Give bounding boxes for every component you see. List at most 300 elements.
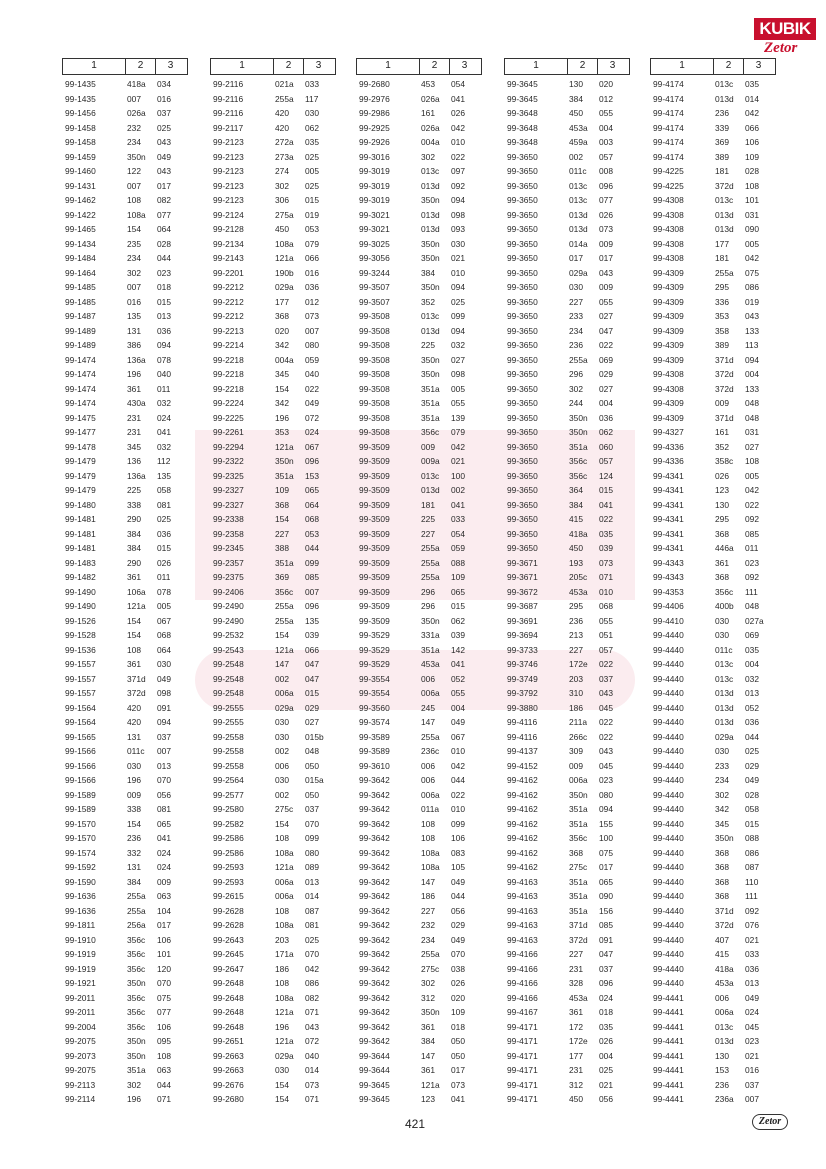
table-row	[62, 846, 188, 861]
position-cell: 065	[599, 876, 613, 887]
page-ref-cell: 350n	[569, 412, 588, 423]
table-row	[504, 150, 630, 165]
part-number-cell: 99-4440	[653, 905, 684, 916]
part-number-cell: 99-2586	[213, 847, 244, 858]
position-cell: 067	[305, 441, 319, 452]
position-cell: 070	[305, 949, 319, 959]
position-cell: 018	[157, 282, 171, 292]
position-cell: 086	[305, 978, 319, 988]
page-ref-cell: 244	[569, 398, 583, 408]
table-row	[650, 295, 776, 310]
position-cell: 044	[745, 731, 759, 742]
page-ref-cell: 030	[275, 717, 289, 727]
position-cell: 051	[599, 630, 613, 640]
page-ref-cell: 030	[569, 282, 583, 292]
part-number-cell: 99-3650	[507, 412, 538, 423]
table-row	[650, 759, 776, 774]
page-ref-cell: 006a	[275, 876, 294, 887]
table-row	[356, 657, 482, 672]
page-ref-cell: 310	[569, 688, 583, 698]
table-row	[356, 164, 482, 179]
page-ref-cell: 196	[127, 1094, 141, 1104]
part-number-cell: 99-2073	[65, 1050, 96, 1061]
table-row	[356, 1005, 482, 1020]
table-row	[650, 324, 776, 339]
position-cell: 045	[745, 1021, 759, 1032]
table-row	[62, 947, 188, 962]
position-cell: 048	[745, 398, 759, 408]
position-cell: 024	[157, 412, 171, 423]
page-ref-cell: 020	[275, 325, 289, 336]
table-row	[210, 150, 336, 165]
position-cell: 026	[451, 108, 465, 118]
position-cell: 096	[305, 601, 319, 611]
part-number-cell: 99-2663	[213, 1050, 244, 1061]
position-cell: 080	[305, 847, 319, 858]
table-row	[62, 614, 188, 629]
page-ref-cell: 356c	[715, 586, 734, 597]
position-cell: 057	[599, 644, 613, 655]
table-row	[210, 1092, 336, 1107]
table-row	[650, 556, 776, 571]
page-ref-cell: 030	[275, 775, 289, 785]
position-cell: 031	[745, 427, 759, 437]
position-cell: 091	[157, 702, 171, 713]
page-ref-cell: 121a	[275, 1036, 294, 1046]
page-ref-cell: 231	[569, 963, 583, 974]
table-row	[210, 483, 336, 498]
page-ref-cell: 161	[715, 427, 729, 437]
page-ref-cell: 302	[127, 1079, 141, 1090]
table-row	[356, 469, 482, 484]
position-cell: 011	[745, 543, 759, 553]
position-cell: 109	[451, 1007, 465, 1017]
part-number-cell: 99-3650	[507, 543, 538, 553]
page-ref-cell: 108	[275, 833, 289, 843]
position-cell: 032	[451, 340, 465, 350]
position-cell: 043	[599, 267, 613, 278]
page-ref-cell: 389	[715, 340, 729, 350]
page-ref-cell: 296	[569, 369, 583, 379]
page-ref-cell: 236	[715, 1079, 729, 1090]
page-ref-cell: 029a	[569, 267, 588, 278]
page-ref-cell: 371d	[715, 412, 734, 423]
position-cell: 067	[157, 615, 171, 626]
position-cell: 101	[157, 949, 171, 959]
table-row	[504, 382, 630, 397]
table-row	[650, 918, 776, 933]
position-cell: 070	[157, 775, 171, 785]
page-ref-cell: 350n	[421, 1007, 440, 1017]
part-number-cell: 99-1919	[65, 949, 96, 959]
page-ref-cell: 384	[127, 543, 141, 553]
page-ref-cell: 196	[275, 1021, 289, 1032]
page-ref-cell: 372d	[715, 383, 734, 394]
position-cell: 025	[157, 514, 171, 524]
part-number-cell: 99-4163	[507, 891, 538, 901]
part-number-cell: 99-2648	[213, 1007, 244, 1017]
page-ref-cell: 255a	[421, 543, 440, 553]
table-row	[62, 135, 188, 150]
position-cell: 040	[157, 369, 171, 379]
column-header-label: 1	[385, 60, 391, 71]
page-ref-cell: 147	[421, 1050, 435, 1061]
table-row	[356, 77, 482, 92]
page-ref-cell: 459a	[569, 137, 588, 147]
table-row	[356, 933, 482, 948]
position-cell: 055	[599, 615, 613, 626]
part-number-cell: 99-4308	[653, 369, 684, 379]
part-number-cell: 99-3650	[507, 514, 538, 524]
part-number-cell: 99-2116	[213, 93, 244, 104]
position-cell: 070	[451, 949, 465, 959]
part-number-cell: 99-4441	[653, 1036, 684, 1046]
part-number-cell: 99-3642	[359, 876, 390, 887]
table-row	[356, 280, 482, 295]
table-row	[210, 295, 336, 310]
table-row	[356, 672, 482, 687]
position-cell: 035	[745, 644, 759, 655]
part-number-cell: 99-3508	[359, 340, 390, 350]
part-number-cell: 99-4440	[653, 659, 684, 669]
page-ref-cell: 350n	[715, 833, 734, 843]
page-ref-cell: 350n	[275, 456, 294, 466]
position-cell: 017	[451, 1065, 465, 1075]
table-row	[356, 730, 482, 745]
part-number-cell: 99-3645	[359, 1094, 390, 1104]
position-cell: 073	[305, 1079, 319, 1090]
page-ref-cell: 154	[127, 818, 141, 829]
table-row	[62, 686, 188, 701]
page-ref-cell: 350n	[127, 1050, 146, 1061]
part-number-cell: 99-1478	[65, 441, 96, 452]
position-cell: 027a	[745, 615, 764, 626]
part-number-cell: 99-3509	[359, 557, 390, 568]
page-ref-cell: 231	[127, 412, 141, 423]
position-cell: 033	[745, 949, 759, 959]
page-ref-cell: 371d	[715, 354, 734, 365]
table-row	[504, 1020, 630, 1035]
table-row	[650, 266, 776, 281]
position-cell: 133	[745, 325, 759, 336]
part-number-cell: 99-1557	[65, 659, 96, 669]
position-cell: 021	[451, 253, 465, 263]
table-row	[650, 222, 776, 237]
column-header-label: 2	[273, 59, 303, 74]
position-cell: 022	[599, 731, 613, 742]
page-ref-cell: 004a	[421, 137, 440, 147]
position-cell: 109	[745, 151, 759, 162]
page-ref-cell: 147	[275, 659, 289, 669]
part-number-cell: 99-4440	[653, 876, 684, 887]
table-row	[62, 483, 188, 498]
page-ref-cell: 123	[715, 485, 729, 495]
position-cell: 036	[157, 528, 171, 539]
position-cell: 036	[745, 717, 759, 727]
position-cell: 056	[157, 789, 171, 800]
position-cell: 028	[745, 166, 759, 176]
position-cell: 007	[157, 746, 171, 756]
page-ref-cell: 006a	[275, 688, 294, 698]
table-row	[210, 715, 336, 730]
page-ref-cell: 372d	[715, 920, 734, 930]
page-ref-cell: 130	[715, 1050, 729, 1061]
position-cell: 108	[745, 456, 759, 466]
table-row	[210, 251, 336, 266]
page-ref-cell: 108a	[421, 847, 440, 858]
page-ref-cell: 358	[715, 325, 729, 336]
position-cell: 042	[745, 253, 759, 263]
page-ref-cell: 026	[715, 470, 729, 481]
part-number-cell: 99-2555	[213, 702, 244, 713]
table-row	[356, 744, 482, 759]
part-number-cell: 99-3650	[507, 238, 538, 249]
page-ref-cell: 350n	[127, 151, 146, 162]
table-row	[210, 1020, 336, 1035]
position-cell: 039	[305, 630, 319, 640]
part-number-cell: 99-3645	[359, 1079, 390, 1090]
position-cell: 110	[745, 876, 759, 887]
column-header-label: 3	[303, 59, 333, 74]
position-cell: 092	[451, 180, 465, 191]
page-ref-cell: 275c	[275, 804, 294, 814]
table-row	[210, 860, 336, 875]
page-ref-cell: 302	[421, 151, 435, 162]
page-ref-cell: 353	[715, 311, 729, 321]
position-cell: 004	[745, 369, 759, 379]
table-row	[62, 541, 188, 556]
part-number-cell: 99-4336	[653, 456, 684, 466]
table-row	[650, 483, 776, 498]
position-cell: 109	[451, 572, 465, 582]
part-number-cell: 99-3610	[359, 760, 390, 771]
position-cell: 023	[599, 775, 613, 785]
page-ref-cell: 013c	[715, 1021, 734, 1032]
position-cell: 094	[745, 354, 759, 365]
position-cell: 094	[451, 195, 465, 205]
part-number-cell: 99-4162	[507, 862, 538, 872]
position-cell: 036	[745, 963, 759, 974]
part-number-cell: 99-3508	[359, 412, 390, 423]
position-cell: 155	[599, 818, 613, 829]
part-number-cell: 99-1921	[65, 978, 96, 988]
table-row	[62, 759, 188, 774]
page-ref-cell: 013c	[421, 470, 440, 481]
page-ref-cell: 177	[715, 238, 729, 249]
table-row	[504, 425, 630, 440]
page-ref-cell: 371d	[127, 673, 146, 684]
position-cell: 042	[451, 760, 465, 771]
position-cell: 096	[305, 456, 319, 466]
table-row	[356, 759, 482, 774]
table-row	[504, 962, 630, 977]
page-ref-cell: 006a	[421, 688, 440, 698]
position-cell: 088	[745, 833, 759, 843]
page-ref-cell: 108	[127, 644, 141, 655]
page-ref-cell: 009	[715, 398, 729, 408]
table-row	[356, 1078, 482, 1093]
column-header	[504, 58, 630, 75]
position-cell: 042	[451, 122, 465, 133]
part-number-cell: 99-4309	[653, 267, 684, 278]
position-cell: 027	[599, 311, 613, 321]
table-column-block	[650, 58, 776, 1107]
table-row	[210, 425, 336, 440]
part-number-cell: 99-2213	[213, 325, 244, 336]
part-number-cell: 99-3650	[507, 224, 538, 234]
page-ref-cell: 147	[421, 876, 435, 887]
table-row	[650, 643, 776, 658]
position-cell: 094	[451, 282, 465, 292]
part-number-cell: 99-1474	[65, 354, 96, 365]
table-row	[504, 773, 630, 788]
part-number-cell: 99-2224	[213, 398, 244, 408]
page-ref-cell: 345	[715, 818, 729, 829]
part-number-cell: 99-3642	[359, 847, 390, 858]
part-number-cell: 99-1489	[65, 340, 96, 350]
table-row	[210, 1049, 336, 1064]
position-cell: 049	[451, 717, 465, 727]
table-row	[356, 367, 482, 382]
table-row	[504, 701, 630, 716]
part-number-cell: 99-3509	[359, 528, 390, 539]
position-cell: 010	[451, 137, 465, 147]
table-row	[504, 440, 630, 455]
page-ref-cell: 108a	[275, 847, 294, 858]
table-row	[356, 643, 482, 658]
part-number-cell: 99-4171	[507, 1050, 538, 1061]
part-number-cell: 99-4341	[653, 543, 684, 553]
table-row	[62, 280, 188, 295]
position-cell: 010	[451, 804, 465, 814]
position-cell: 052	[451, 673, 465, 684]
page-ref-cell: 361	[715, 557, 729, 568]
page-ref-cell: 356c	[421, 427, 440, 437]
part-number-cell: 99-2212	[213, 282, 244, 292]
part-number-cell: 99-3650	[507, 398, 538, 408]
part-number-cell: 99-2375	[213, 572, 244, 582]
part-number-cell: 99-4167	[507, 1007, 538, 1017]
page-ref-cell: 007	[127, 180, 141, 191]
part-number-cell: 99-1422	[65, 209, 96, 220]
position-cell: 023	[157, 267, 171, 278]
table-row	[356, 614, 482, 629]
page-ref-cell: 122	[127, 166, 141, 176]
table-row	[210, 1078, 336, 1093]
part-number-cell: 99-1592	[65, 862, 96, 872]
page-ref-cell: 256a	[127, 920, 146, 930]
position-cell: 027	[599, 383, 613, 394]
part-number-cell: 99-1490	[65, 586, 96, 597]
table-row	[62, 237, 188, 252]
column-header	[62, 58, 188, 75]
table-row	[650, 817, 776, 832]
table-row	[650, 744, 776, 759]
part-number-cell: 99-4327	[653, 427, 684, 437]
part-number-cell: 99-3642	[359, 963, 390, 974]
part-number-cell: 99-3642	[359, 905, 390, 916]
page-ref-cell: 415	[715, 949, 729, 959]
page-ref-cell: 368	[715, 847, 729, 858]
table-row	[356, 425, 482, 440]
footer-zetor-logo: Zetor	[752, 1114, 788, 1130]
page-ref-cell: 007	[127, 93, 141, 104]
part-number-cell: 99-4440	[653, 644, 684, 655]
page-ref-cell: 331a	[421, 630, 440, 640]
table-row	[356, 918, 482, 933]
position-cell: 117	[305, 93, 319, 104]
position-cell: 010	[599, 586, 613, 597]
position-cell: 008	[599, 166, 613, 176]
table-row	[210, 570, 336, 585]
position-cell: 041	[451, 659, 465, 669]
page-ref-cell: 029a	[715, 731, 734, 742]
table-row	[504, 338, 630, 353]
page-ref-cell: 372d	[715, 369, 734, 379]
table-row	[356, 396, 482, 411]
part-number-cell: 99-3642	[359, 775, 390, 785]
part-number-cell: 99-3650	[507, 267, 538, 278]
part-number-cell: 99-4341	[653, 514, 684, 524]
table-row	[356, 686, 482, 701]
part-number-cell: 99-3650	[507, 253, 538, 263]
table-row	[504, 875, 630, 890]
page-ref-cell: 236a	[715, 1094, 734, 1104]
page-ref-cell: 109	[275, 485, 289, 495]
position-cell: 019	[305, 209, 319, 220]
position-cell: 106	[451, 833, 465, 843]
page-ref-cell: 231	[127, 427, 141, 437]
page-ref-cell: 418a	[569, 528, 588, 539]
position-cell: 062	[305, 122, 319, 133]
part-number-cell: 99-3508	[359, 427, 390, 437]
page-ref-cell: 306	[275, 195, 289, 205]
page-ref-cell: 255a	[421, 731, 440, 742]
part-number-cell: 99-4440	[653, 833, 684, 843]
table-row	[504, 1049, 630, 1064]
position-cell: 120	[157, 963, 171, 974]
position-cell: 047	[599, 325, 613, 336]
page-ref-cell: 356c	[127, 1021, 146, 1032]
table-row	[650, 237, 776, 252]
page-ref-cell: 108a	[421, 862, 440, 872]
page-ref-cell: 368	[715, 528, 729, 539]
part-number-cell: 99-1528	[65, 630, 96, 640]
position-cell: 009	[599, 282, 613, 292]
part-number-cell: 99-3642	[359, 920, 390, 930]
part-number-cell: 99-3509	[359, 441, 390, 452]
table-column-block	[62, 58, 188, 1107]
position-cell: 043	[599, 688, 613, 698]
position-cell: 028	[157, 238, 171, 249]
table-row	[62, 1005, 188, 1020]
position-cell: 040	[305, 369, 319, 379]
position-cell: 092	[745, 514, 759, 524]
position-cell: 014	[305, 891, 319, 901]
position-cell: 050	[451, 1050, 465, 1061]
part-number-cell: 99-2577	[213, 789, 244, 800]
page-ref-cell: 013d	[421, 325, 440, 336]
part-number-cell: 99-4440	[653, 717, 684, 727]
page-ref-cell: 356c	[127, 1007, 146, 1017]
position-cell: 090	[745, 224, 759, 234]
part-number-cell: 99-3509	[359, 601, 390, 611]
position-cell: 142	[451, 644, 465, 655]
page-ref-cell: 177	[275, 296, 289, 307]
position-cell: 072	[305, 1036, 319, 1046]
position-cell: 062	[599, 427, 613, 437]
position-cell: 023	[745, 1036, 759, 1046]
